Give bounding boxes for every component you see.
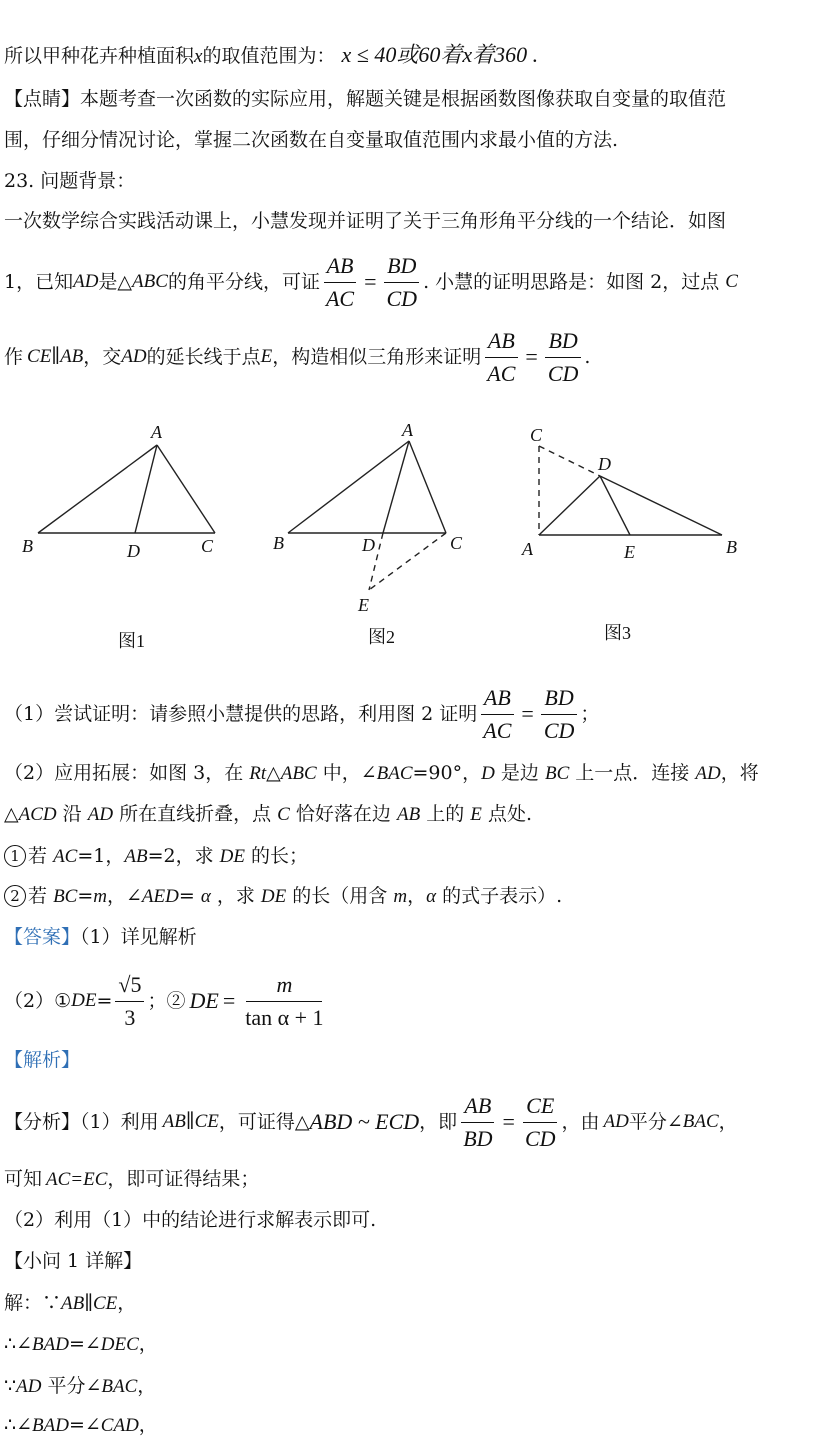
text: （1）详见解析 [80, 926, 197, 948]
var: AD [695, 763, 721, 784]
text: ；② [147, 990, 186, 1012]
fig3-label-d: D [598, 454, 611, 474]
denominator: 3 [124, 1004, 136, 1030]
circled-number: 2 [4, 885, 26, 907]
text: ，构造相似三角形来证明 [272, 346, 482, 368]
sub-question-2 [4, 883, 562, 910]
text: 沿 [62, 803, 82, 825]
text: =90°， [412, 762, 482, 784]
text: 所以甲种花卉种植面积 [4, 45, 195, 67]
text: （2）应用拓展：如图 3，在 [4, 762, 244, 784]
text: ， [137, 1375, 157, 1397]
fraction-ab-ac [484, 327, 518, 388]
figure-3 [539, 446, 722, 535]
text: =2，求 [147, 845, 214, 867]
var: AD [73, 271, 99, 292]
text: =∠ [68, 1333, 101, 1355]
text: 解：∵ [4, 1292, 62, 1314]
text: ； [580, 703, 600, 725]
var: m [93, 886, 107, 907]
var: BAC [682, 1111, 719, 1132]
denominator: AC [487, 360, 516, 386]
text: ∴∠ [4, 1333, 33, 1355]
text-line-7 [4, 327, 590, 387]
equals: = [364, 269, 377, 294]
answer-line [4, 924, 197, 950]
var: CE∥AB [27, 346, 84, 367]
text: 【分析】（1）利用 [4, 1111, 159, 1133]
text: 若 [28, 845, 48, 867]
numerator: AB [461, 1092, 494, 1123]
denominator: CD [386, 285, 418, 311]
fig2-label-e: E [358, 595, 369, 615]
text: 上一点．连接 [575, 762, 690, 784]
text-line-6 [4, 252, 738, 312]
denominator: CD [543, 717, 575, 743]
fraction-ab-bd [460, 1092, 495, 1153]
var: AD [16, 1376, 42, 1397]
var: DE [189, 988, 219, 1013]
numerator: m [246, 971, 322, 1002]
text: 的取值范围为： [202, 45, 336, 67]
numerator: BD [384, 252, 419, 283]
denominator: AC [325, 285, 355, 311]
circled-number: ① [54, 990, 72, 1012]
numerator: CE [523, 1092, 557, 1123]
numerator: AB [481, 684, 514, 715]
analysis-line-1 [4, 1092, 738, 1152]
solution-line-4 [4, 1412, 158, 1439]
text: 的长（用含 [292, 885, 388, 907]
text: （1）尝试证明：请参照小慧提供的思路，利用图 2 证明 [4, 703, 478, 725]
fig2-caption: 图2 [368, 627, 395, 647]
text: ， [117, 1292, 137, 1314]
numerator: BD [545, 327, 580, 358]
fig3-label-a: A [522, 539, 533, 559]
var: AB [396, 804, 421, 825]
text: =∠ [68, 1414, 101, 1436]
equals: = [521, 701, 534, 726]
var: CAD [100, 1415, 139, 1436]
var: DE [260, 886, 287, 907]
fig2-label-b: B [273, 533, 284, 553]
problem-background-text: 一次数学综合实践活动课上，小慧发现并证明了关于三角形角平分线的一个结论．如图 [4, 210, 727, 232]
var: BAD [32, 1334, 69, 1355]
text: 1，已知 [4, 271, 74, 293]
text: 可知 [4, 1168, 43, 1190]
var: ACD [18, 804, 57, 825]
text: = [77, 885, 94, 907]
fraction-m-over-tan [242, 971, 326, 1032]
text: ，交 [83, 346, 122, 368]
fig2-label-a: A [402, 420, 413, 440]
analysis-line-3: （2）利用（1）中的结论进行求解表示即可. [4, 1209, 377, 1231]
text: . 小慧的证明思路是：如图 2，过点 [423, 271, 720, 293]
text: 是△ [98, 271, 133, 293]
var: AB∥CE [162, 1111, 219, 1132]
analysis-line-2 [4, 1166, 259, 1193]
text: 的延长线于点 [146, 346, 261, 368]
fig2-label-d: D [362, 535, 375, 555]
denominator: CD [524, 1125, 556, 1151]
var: BC [544, 763, 570, 784]
similarity-expression: ABD ~ ECD [309, 1109, 420, 1134]
solution-line-2 [4, 1331, 158, 1358]
text: ， [407, 885, 427, 907]
text: 的长； [251, 845, 309, 867]
fig3-label-b: B [726, 537, 737, 557]
fraction-ab-ac [480, 684, 514, 745]
fig1-label-b: B [22, 536, 33, 556]
fig1-label-d: D [127, 541, 140, 561]
text-line-3: 围，仔细分情况讨论，掌握二次函数在自变量取值范围内求最小值的方法. [4, 129, 619, 151]
var: m [393, 886, 408, 907]
answer-2-line [4, 968, 330, 1034]
text: ，∠ [107, 885, 142, 907]
fraction-bd-cd [541, 684, 578, 745]
equals: = [525, 344, 538, 369]
text: ，即可证得结果； [107, 1168, 260, 1190]
var: E [470, 804, 482, 825]
var: α [200, 886, 211, 907]
sub-question-1 [4, 843, 308, 870]
text-line-1 [4, 42, 538, 70]
part-2-prompt [4, 760, 759, 787]
var: α [426, 886, 437, 907]
text: = [178, 885, 195, 907]
var: ABC [132, 271, 168, 292]
fig2-label-c: C [450, 533, 463, 553]
var: BC [53, 886, 78, 907]
var: D [481, 763, 495, 784]
text: 中，∠ [322, 762, 377, 784]
text: ∵ [4, 1375, 17, 1397]
sub-question-1-heading: 【小问 1 详解】 [4, 1250, 143, 1272]
text: ，求 [216, 885, 255, 907]
fraction-ab-ac [323, 252, 357, 313]
fraction-sqrt5-over-3 [115, 971, 144, 1032]
text: ∴∠ [4, 1414, 33, 1436]
var: AD [87, 804, 114, 825]
text: ， [138, 1414, 158, 1436]
var: AED [141, 886, 179, 907]
figure-2 [288, 441, 446, 590]
text: ，可证得△ [218, 1111, 310, 1133]
var: DE [71, 990, 97, 1011]
fig1-label-a: A [151, 422, 162, 442]
var: AB∥CE [61, 1293, 118, 1314]
numerator: AB [485, 327, 518, 358]
equals: = [502, 1109, 515, 1134]
var: Rt△ABC [249, 763, 317, 784]
range-condition: x ≤ 40或60着x着360 . [341, 42, 539, 67]
denominator: BD [463, 1125, 493, 1151]
var: AB [124, 846, 148, 867]
numerator: BD [541, 684, 576, 715]
figures [0, 415, 836, 660]
text: 恰好落在边 [295, 803, 391, 825]
text: 作 [4, 346, 24, 368]
dianjing-line: 【点睛】本题考查一次函数的实际应用，解题关键是根据函数图像获取自变量的取值范 [4, 88, 727, 110]
denominator: AC [483, 717, 512, 743]
figure-1 [38, 445, 215, 533]
var: DE [219, 846, 245, 867]
var: AD [603, 1111, 629, 1132]
equals: = [222, 988, 236, 1013]
text: 是边 [500, 762, 539, 784]
text: ， [138, 1333, 158, 1355]
denominator: CD [547, 360, 579, 386]
var: AD [121, 346, 147, 367]
var: BAD [32, 1415, 69, 1436]
part-1-prompt [4, 684, 599, 744]
fraction-bd-cd [384, 252, 421, 313]
var: AC=EC [46, 1169, 108, 1190]
part-2-prompt-cont [4, 801, 532, 828]
circled-number: 1 [4, 845, 26, 867]
text: ，将 [720, 762, 759, 784]
text: ，即 [419, 1111, 458, 1133]
text: 的式子表示）. [442, 885, 563, 907]
text: 的角平分线，可证 [167, 271, 320, 293]
var: E [260, 346, 273, 367]
numerator: √5 [115, 971, 144, 1002]
var: BAC [376, 763, 413, 784]
text: 上的 [426, 803, 465, 825]
solution-line-1 [4, 1290, 136, 1317]
text: △ [4, 803, 19, 825]
var-x: x [194, 46, 203, 67]
fraction-ce-cd [522, 1092, 559, 1153]
var: BAC [101, 1376, 138, 1397]
fig3-label-e: E [624, 542, 635, 562]
denominator: tan α + 1 [245, 1004, 324, 1030]
equals: = [96, 990, 113, 1012]
fig1-label-c: C [201, 536, 214, 556]
numerator: AB [324, 252, 357, 283]
text: ， [718, 1111, 738, 1133]
text: =1， [77, 845, 125, 867]
var: C [725, 271, 738, 292]
fig1-caption: 图1 [118, 631, 145, 651]
fraction-bd-cd [545, 327, 582, 388]
fig3-caption: 图3 [604, 623, 631, 643]
text: . [584, 346, 591, 368]
text: 平分∠ [628, 1111, 683, 1133]
text: （2） [4, 990, 55, 1012]
text: 所在直线折叠，点 [119, 803, 272, 825]
text: 若 [28, 885, 48, 907]
var: C [277, 804, 290, 825]
question-23-title: 23. 问题背景： [4, 170, 136, 192]
fig3-label-c: C [530, 425, 543, 445]
var: DEC [100, 1334, 139, 1355]
text: ，由 [561, 1111, 600, 1133]
analysis-tag: 【解析】 [4, 1049, 81, 1071]
text: 平分∠ [47, 1375, 102, 1397]
var: AC [53, 846, 78, 867]
text: 点处. [487, 803, 532, 825]
answer-tag: 【答案】 [4, 926, 81, 948]
solution-line-3 [4, 1373, 156, 1400]
